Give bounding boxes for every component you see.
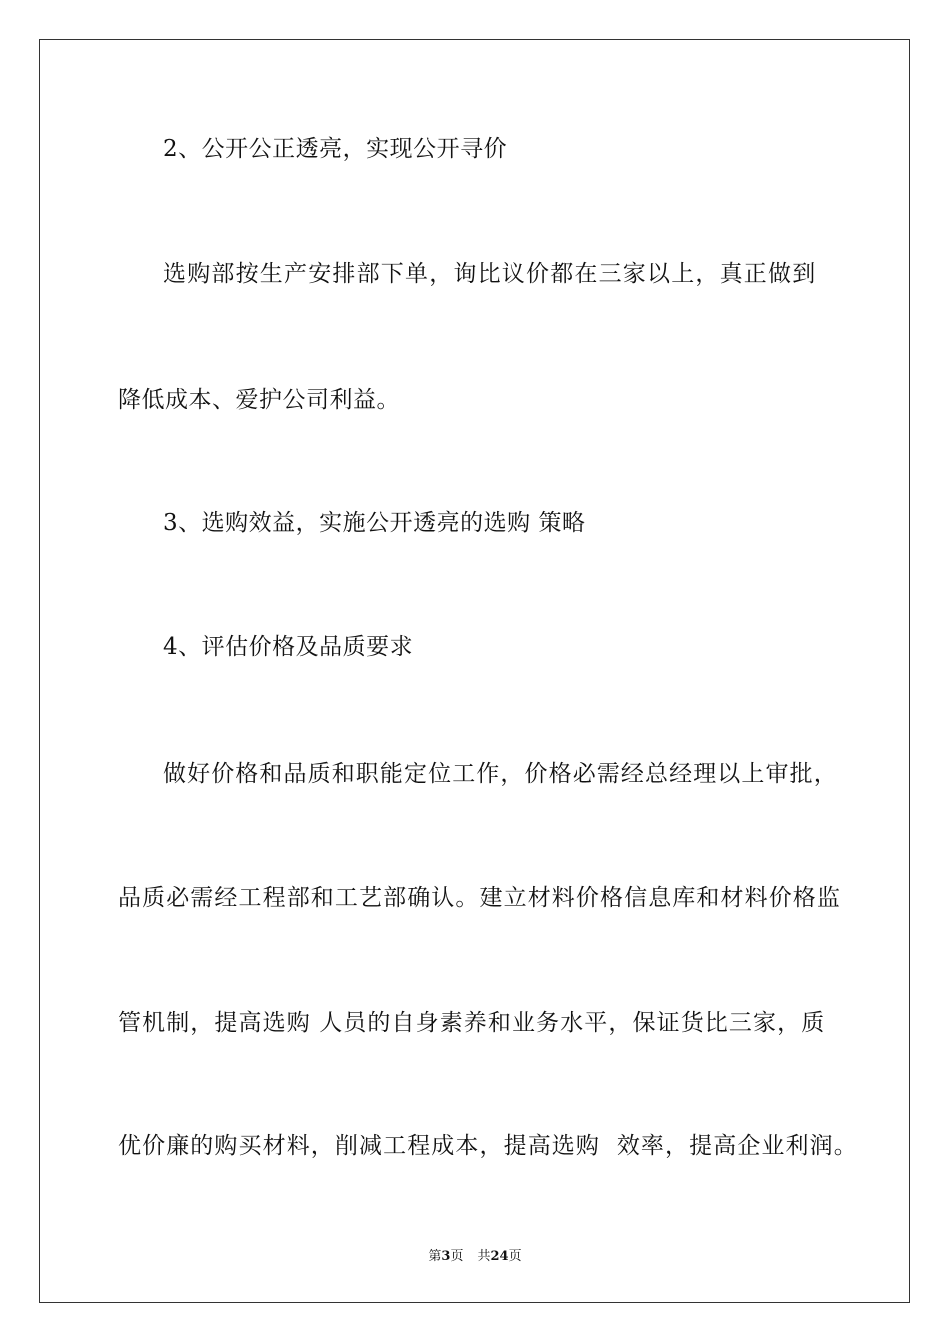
paragraph-2-line-3: 管机制，提高选购 人员的自身素养和业务水平，保证货比三家，质 [118,1010,826,1036]
page-number: 3 [441,1249,451,1264]
page-prefix: 第 [428,1249,442,1264]
paragraph-1-line-2: 降低成本、爱护公司利益。 [118,387,400,413]
page-border [39,39,910,1303]
total-suffix: 页 [508,1249,522,1264]
paragraph-2-line-4: 优价廉的购买材料，削减工程成本，提高选购 效率，提高企业利润。 [118,1133,858,1159]
heading-item-2: 2、公开公正透亮，实现公开寻价 [163,136,508,162]
page-footer [0,1248,950,1266]
paragraph-1-line-1: 选购部按生产安排部下单，询比议价都在三家以上，真正做到 [163,261,817,287]
total-prefix: 共 [477,1249,491,1264]
heading-item-4: 4、评估价格及品质要求 [163,634,414,660]
total-pages: 24 [490,1249,509,1264]
paragraph-2-line-2: 品质必需经工程部和工艺部确认。建立材料价格信息库和材料价格监 [118,885,841,911]
paragraph-2-line-1: 做好价格和品质和职能定位工作，价格必需经总经理以上审批， [163,761,838,787]
page-suffix: 页 [450,1249,464,1264]
heading-item-3: 3、选购效益，实施公开透亮的选购 策略 [163,510,586,536]
